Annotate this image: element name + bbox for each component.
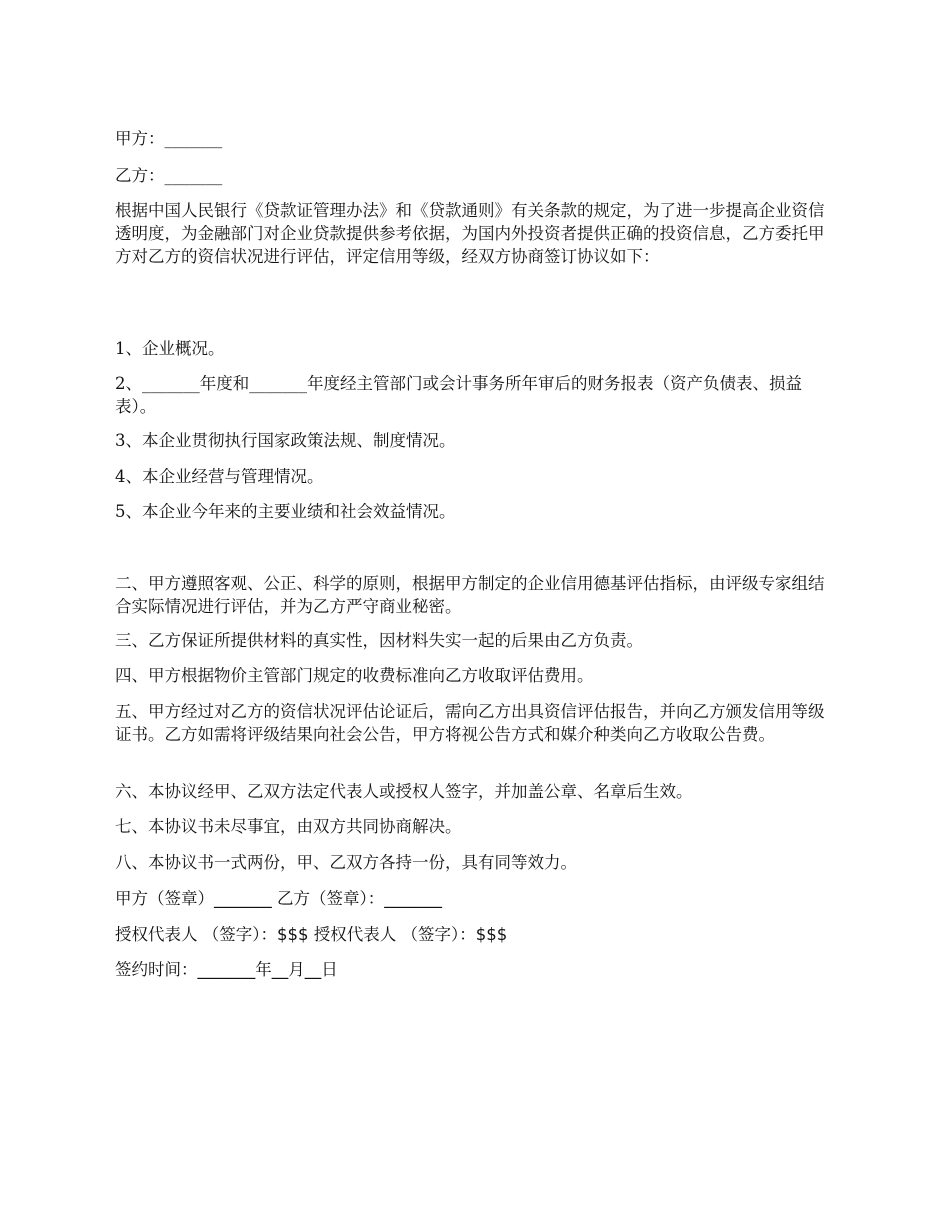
party-a-line: 甲方：_______ [115,129,223,148]
material-item: 3、本企业贯彻执行国家政策法规、制度情况。 [115,431,456,450]
representative-line: 授权代表人 （签字）：$$$ 授权代表人 （签字）：$$$ [115,925,508,944]
material-item: 5、本企业今年来的主要业绩和社会效益情况。 [115,502,456,521]
material-item: 1、企业概况。 [115,339,225,358]
clause-item: 五、甲方经过对乙方的资信状况评估论证后，需向乙方出具资信评估报告，并向乙方颁发信用等级证书。乙方如需将评级结果向社会公告，甲方将视公告方式和媒介种类向乙方收取公告费。 [115,702,825,744]
clause-item: 四、甲方根据物价主管部门规定的收费标准向乙方收取评估费用。 [115,666,594,685]
clause-item: 六、本协议经甲、乙双方法定代表人或授权人签字，并加盖公章、名章后生效。 [115,782,693,801]
clause-item: 八、本协议书一式两份，甲、乙双方各持一份，具有同等效力。 [115,853,577,872]
material-item: 2、_______年度和_______年度经主管部门或会计事务所年审后的财务报表（资产负债表、损益表）。 [115,374,802,416]
clause-item: 二、甲方遵照客观、公正、科学的原则，根据甲方制定的企业信用德基评估指标，由评级专家组结合实际情况进行评估，并为乙方严守商业秘密。 [115,574,825,616]
clause-item: 三、乙方保证所提供材料的真实性，因材料失实一起的后果由乙方负责。 [115,631,643,650]
party-b-line: 乙方：_______ [115,166,223,185]
intro-paragraph: 根据中国人民银行《贷款证管理办法》和《贷款通则》有关条款的规定，为了进一步提高企业资信透明度，为金融部门对企业贷款提供参考依据，为国内外投资者提供正确的投资信息，乙方委托甲方对乙方的资信状况进行评估，评定信用等级，经双方协商签订协议如下： [115,201,825,266]
signature-line: 甲方（签章）_______ 乙方（签章）：_______ [115,889,442,908]
material-item: 4、本企业经营与管理情况。 [115,467,324,486]
clause-item: 七、本协议书未尽事宜，由双方共同协商解决。 [115,817,462,836]
date-line: 签约时间：_______年__月__日 [115,960,338,979]
